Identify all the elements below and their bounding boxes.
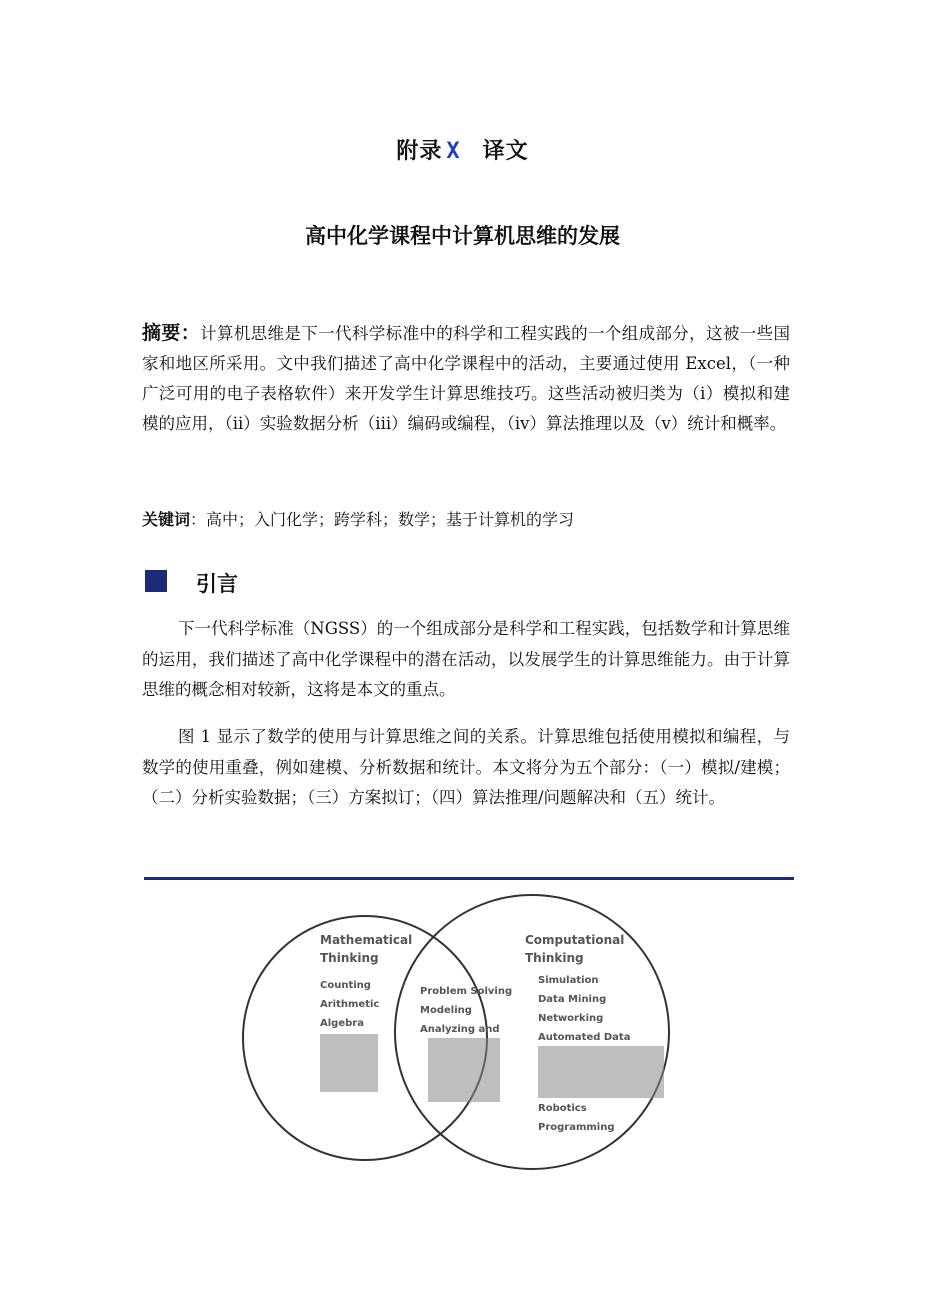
abstract-block	[142, 318, 790, 439]
keywords-text: ：高中；入门化学；跨学科；数学；基于计算机的学习	[190, 510, 575, 529]
paragraph-text: 图 1 显示了数学的使用与计算思维之间的关系。计算思维包括使用模拟和编程，与数学的使用重叠，例如建模、分析数据和统计。本文将分为五个部分：（一）模拟/建模；（二）分析实验数据；（三）方案拟订；（四）算法推理/问题解决和（五）统计。	[142, 727, 790, 807]
left-title-line2: Thinking	[320, 951, 379, 965]
right-item: Robotics	[538, 1103, 587, 1114]
paragraph	[142, 614, 790, 706]
paper-title: 高中化学课程中计算机思维的发展	[305, 224, 620, 248]
venn-diagram-figure	[240, 890, 690, 1180]
abstract-label: 摘要：	[142, 322, 201, 344]
right-item: Networking	[538, 1013, 604, 1024]
appendix-suffix: 译文	[482, 139, 529, 164]
keywords-block	[142, 506, 790, 534]
appendix-heading	[0, 134, 925, 165]
appendix-prefix: 附录	[396, 139, 443, 164]
overlap-item: Analyzing and	[420, 1024, 500, 1035]
right-item: Programming	[538, 1122, 615, 1133]
blurred-left-items	[320, 1034, 378, 1092]
right-item: Data Mining	[538, 994, 607, 1005]
paragraph-text: 下一代科学标准（NGSS）的一个组成部分是科学和工程实践，包括数学和计算思维的运用，我们描述了高中化学课程中的潜在活动，以发展学生的计算思维能力。由于计算思维的概念相对较新，这将是本文的重点。	[142, 619, 790, 699]
section-title: 引言	[196, 572, 238, 596]
keywords-label: 关键词	[142, 510, 191, 529]
figure-divider	[144, 877, 794, 880]
right-item: Simulation	[538, 975, 599, 986]
overlap-item: Problem Solving	[420, 986, 513, 997]
blurred-overlap-items	[428, 1038, 500, 1102]
section-square-icon	[145, 570, 167, 592]
right-title-line1: Computational	[525, 933, 625, 947]
right-item: Automated Data	[538, 1032, 631, 1043]
overlap-item: Modeling	[420, 1005, 472, 1016]
blurred-right-items	[538, 1046, 664, 1098]
left-item: Algebra	[320, 1018, 364, 1029]
left-title-line1: Mathematical	[320, 933, 413, 947]
left-item: Counting	[320, 980, 371, 991]
abstract-text: 计算机思维是下一代科学标准中的科学和工程实践的一个组成部分，这被一些国家和地区所采用。文中我们描述了高中化学课程中的活动，主要通过使用 Excel，（一种广泛可用的电子表格软件）来开发学生计算思维技巧。这些活动被归类为（i）模拟和建模的应用，（ii）实验数据分析（iii）编码或编程，（iv）算法推理以及（v）统计和概率。	[142, 324, 790, 433]
appendix-letter: X	[446, 139, 461, 164]
paragraph	[142, 722, 790, 814]
right-title-line2: Thinking	[525, 951, 584, 965]
left-item: Arithmetic	[320, 999, 380, 1010]
